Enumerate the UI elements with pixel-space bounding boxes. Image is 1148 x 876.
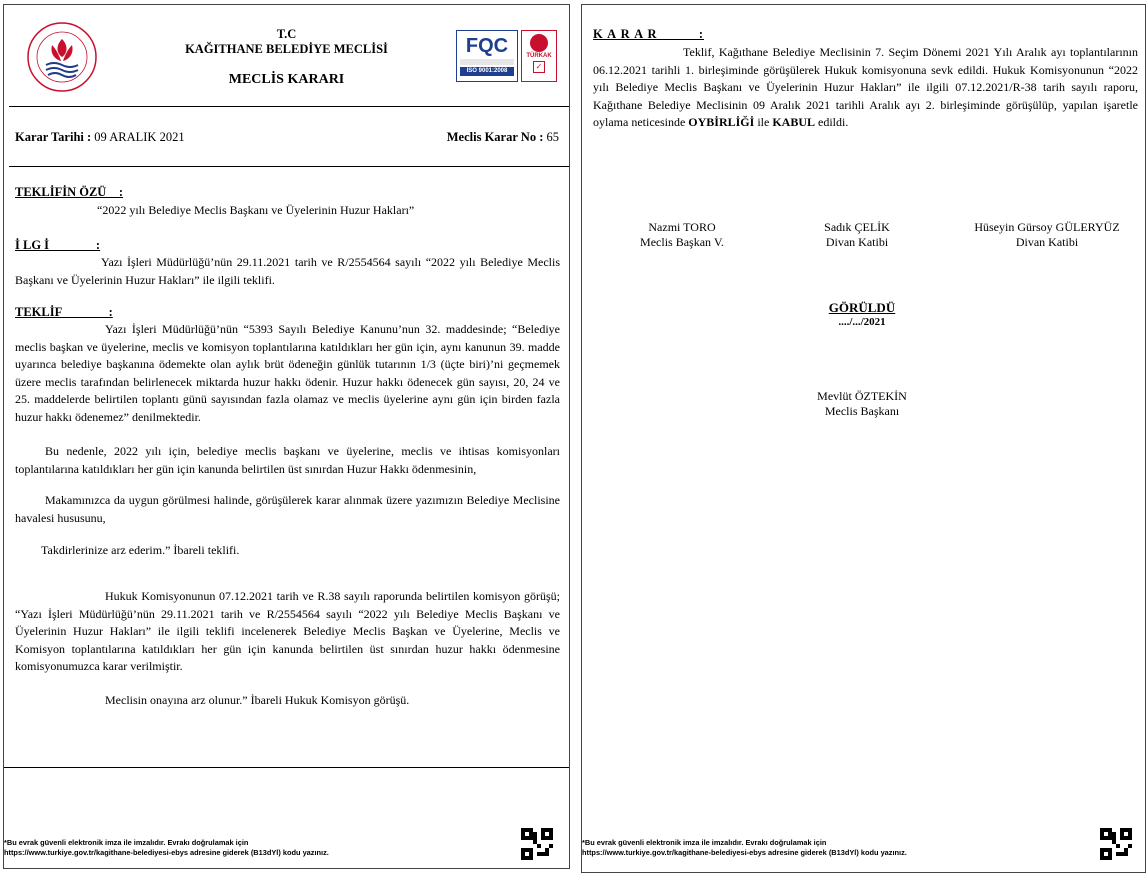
teklif-heading: TEKLİF :	[15, 305, 113, 319]
municipality-logo	[26, 21, 98, 93]
signature-block: Sadık ÇELİK Divan Katibi	[824, 220, 890, 249]
karar-text: Teklif, Kağıthane Belediye Meclisinin 7. Seçim Dönemi 2021 Yılı Aralık ayı toplantılarının 06.12.2021 tarihli 1. birleşiminde görüşülerek Hukuk komisyonuna sevk edildi. Hukuk Komisyonunun “2022 yılı Belediye Meclis Başkanı ve Üyelerinin Huzur Hakları” ile ilgili 07.12.2021/R-38 tarih sayılı raporu, Kağıthane Belediye Meclisinin 09 Aralık 2021 tarihli Aralık ayı 2. birleşiminde görüşülüp, yapılan işaretle oylama neticesinde OYBİRLİĞİ ile KABUL edildi.	[593, 45, 1138, 129]
teklif-paragraph-5: Hukuk Komisyonunun 07.12.2021 tarih ve R.38 sayılı raporunda belirtilen komisyon görüşü; “Yazı İşleri Müdürlüğü’nün 29.11.2021 tarih ve R/2554564 sayılı “2022 yılı Belediye Meclis Başkanı ve Üyelerinin Huzur Hakları” ile ilgili teklifi incelenerek Belediye Meclis Başkan ve Üyelerine, Meclis ve Komisyon toplantılarına katıldıkları her gün için kanunda belirtilen üst sınırdan huzur hakkı ödenmesine komisyonumuzca karar verilmiştir.	[15, 589, 560, 673]
fqc-certification-logo: FQC ISO 9001:2008	[456, 30, 518, 82]
right-page	[581, 4, 1146, 873]
ilgi-heading: İ LG İ :	[15, 238, 101, 252]
president-signature: Mevlüt ÖZTEKİN Meclis Başkanı	[817, 389, 907, 418]
goruldu-block: GÖRÜLDÜ ..../.../2021	[828, 300, 896, 328]
left-footer-note: *Bu evrak güvenli elektronik imza ile imzalıdır. Evrakı doğrulamak için https://www.turkiye.gov.tr/kagithane-belediyesi-ebys adresine giderek (B13dYl) kodu yazınız.	[4, 838, 329, 857]
signature-block: Nazmi TORO Meclis Başkan V.	[640, 220, 724, 249]
ilgi-text: Yazı İşleri Müdürlüğü’nün 29.11.2021 tarih ve R/2554564 sayılı “2022 yılı Belediye Meclis Başkanı ve Üyelerinin Huzur Hakları” ile ilgili teklifi.	[15, 255, 560, 287]
decision-number: Meclis Karar No : 65	[446, 130, 559, 144]
right-footer-note: *Bu evrak güvenli elektronik imza ile imzalıdır. Evrakı doğrulamak için https://www.turkiye.gov.tr/kagithane-belediyesi-ebys adresine giderek (B13dYl) kodu yazınız.	[582, 838, 907, 857]
teklif-paragraph-6: Meclisin onayına arz olunur.” İbareli Hukuk Komisyon görüşü.	[105, 693, 410, 707]
teklif-paragraph-3: Makamınızca da uygun görülmesi halinde, görüşülerek karar alınmak üzere yazımızın Belediye Meclisine havalesi hususunu,	[15, 493, 560, 525]
teklif-paragraph-1: Yazı İşleri Müdürlüğü’nün “5393 Sayılı Belediye Kanunu’nun 32. maddesinde; “Belediye meclis başkan ve üyelerine, meclis ve komisyon toplantılarına katıldıkları her gün için, aynı kanunun 39. madde uyarınca belediye başkanına ödemekte olan aylık brüt ödeneğin günlük tutarının 1/3 (üçte biri)’ni geçmemek üzere meclis tarafından belirlenecek miktarda huzur hakkı ödenir. Huzur hakkı ödenecek gün sayısı, 20, 24 ve 25. maddelerde belirtilen toplantı günü sayısından fazla olamaz ve meclis üyelerine aynı gün için birden fazla huzur hakkı ödenemez” denilmektedir.	[15, 322, 560, 424]
signature-block: Hüseyin Gürsoy GÜLERYÜZ Divan Katibi	[974, 220, 1120, 249]
karar-heading: K A R A R :	[593, 27, 704, 41]
header-tc: T.C	[276, 27, 297, 41]
teklifin-ozu-heading: TEKLİFİN ÖZÜ :	[15, 185, 124, 199]
left-page	[3, 4, 570, 869]
header-council: KAĞITHANE BELEDİYE MECLİSİ	[185, 42, 388, 56]
decision-date: Karar Tarihi : 09 ARALIK 2021	[15, 130, 185, 144]
turkak-accreditation-logo: TÜRKAK ✓	[521, 30, 557, 82]
teklifin-ozu-text: “2022 yılı Belediye Meclis Başkanı ve Üyelerinin Huzur Hakları”	[97, 203, 415, 217]
teklif-paragraph-2: Bu nedenle, 2022 yılı için, belediye meclis başkanı ve üyelerine, meclis ve ihtisas komisyonları toplantılarına katıldıkları her gün için kanunda belirtilen üst sınırdan Huzur Hakkı ödenmesinin,	[15, 444, 560, 476]
right-qr-code	[1100, 828, 1132, 860]
teklif-paragraph-4: Takdirlerinize arz ederim.” İbareli teklifi.	[41, 543, 240, 557]
left-qr-code	[521, 828, 553, 860]
header-title: MECLİS KARARI	[228, 72, 345, 87]
